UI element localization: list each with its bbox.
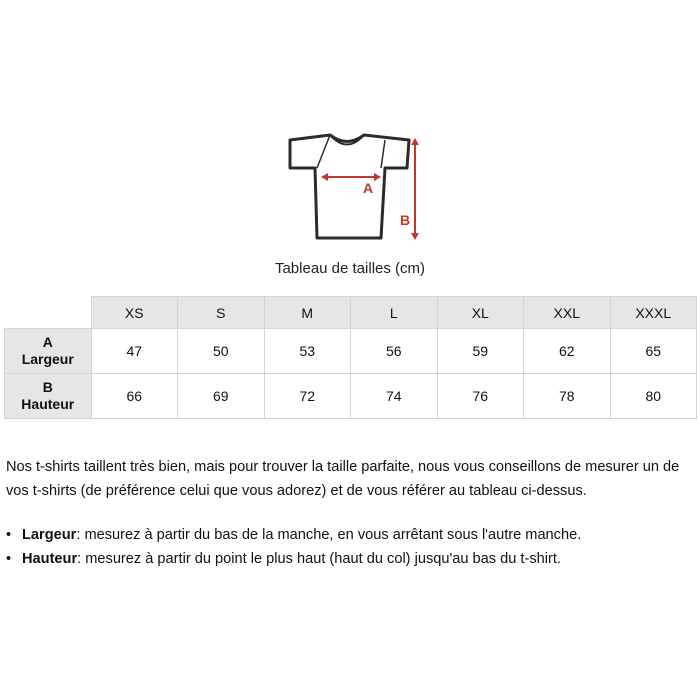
bullet-term: Largeur xyxy=(22,527,77,543)
row-letter: A xyxy=(42,334,53,350)
list-item xyxy=(6,547,698,571)
table-cell: 66 xyxy=(91,374,178,419)
table-cell: 47 xyxy=(91,329,178,374)
measurement-instructions xyxy=(6,523,698,571)
table-cell: 53 xyxy=(264,329,351,374)
size-table xyxy=(4,296,697,419)
bullet-text: : mesurez à partir du bas de la manche, en vous arrêtant sous l'autre manche. xyxy=(76,527,582,543)
table-cell: 62 xyxy=(524,329,611,374)
row-label-largeur xyxy=(5,329,92,374)
table-cell: 59 xyxy=(437,329,524,374)
size-header-xxxl: XXXL xyxy=(610,297,697,329)
table-cell: 65 xyxy=(610,329,697,374)
label-a: A xyxy=(363,180,374,196)
row-name: Largeur xyxy=(21,351,74,367)
list-item xyxy=(6,523,698,547)
size-header-m: M xyxy=(264,297,351,329)
size-header-xxl: XXL xyxy=(524,297,611,329)
row-name: Hauteur xyxy=(21,396,75,412)
size-header-row xyxy=(5,297,697,329)
table-cell: 76 xyxy=(437,374,524,419)
table-cell: 50 xyxy=(178,329,265,374)
corner-cell xyxy=(5,297,92,329)
table-cell: 72 xyxy=(264,374,351,419)
tshirt-outline-icon xyxy=(290,135,409,238)
intro-paragraph: Nos t-shirts taillent très bien, mais pour trouver la taille parfaite, nous vous conseillons de mesurer un de vos t-shirts (de préférence celui que vous adorez) et de vous référer au tableau ci-dessus. xyxy=(6,459,680,499)
table-cell: 56 xyxy=(351,329,438,374)
table-cell: 78 xyxy=(524,374,611,419)
bullet-term: Hauteur xyxy=(22,551,78,567)
table-cell: 69 xyxy=(178,374,265,419)
table-caption: Tableau de tailles (cm) xyxy=(274,260,426,277)
size-header-l: L xyxy=(351,297,438,329)
row-letter: B xyxy=(42,379,53,395)
size-header-s: S xyxy=(178,297,265,329)
label-b: B xyxy=(400,212,411,228)
table-cell: 80 xyxy=(610,374,697,419)
size-header-xs: XS xyxy=(91,297,178,329)
bullet-text: : mesurez à partir du point le plus haut (haut du col) jusqu'au bas du t-shirt. xyxy=(77,551,561,567)
row-label-hauteur xyxy=(5,374,92,419)
table-row-hauteur xyxy=(5,374,697,419)
tshirt-diagram xyxy=(285,130,425,245)
height-arrow-icon xyxy=(411,138,419,240)
table-cell: 74 xyxy=(351,374,438,419)
table-row-largeur xyxy=(5,329,697,374)
size-header-xl: XL xyxy=(437,297,524,329)
